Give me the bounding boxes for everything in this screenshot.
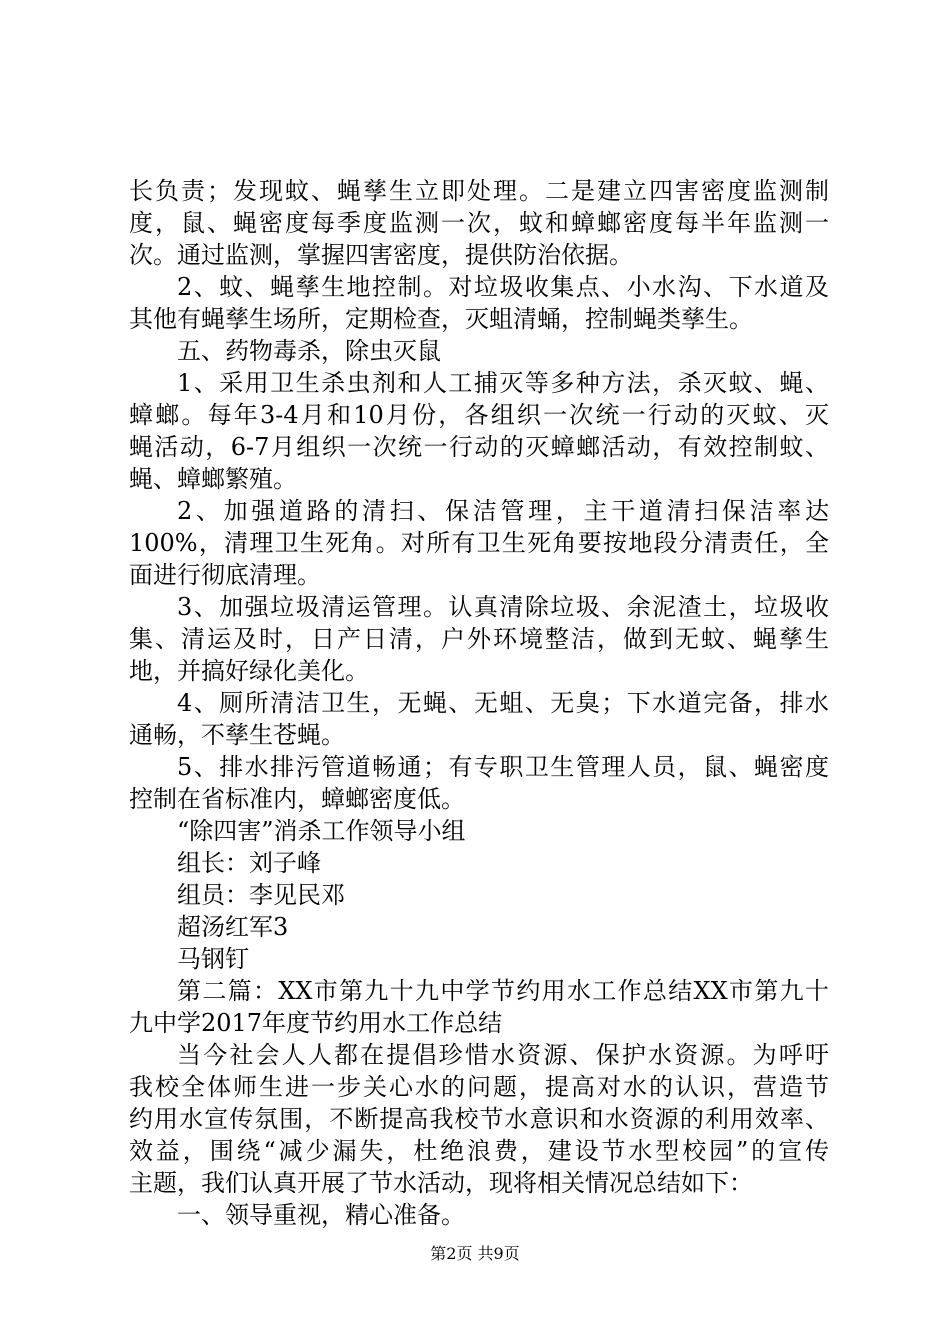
text-line: 控制在省标准内，蟑螂密度低。	[129, 785, 465, 813]
text-line: 其他有蝇孳生场所，定期检查，灭蛆清蛹，控制蝇类孳生。	[129, 305, 753, 333]
text-line: 通畅，不孳生苍蝇。	[129, 721, 345, 749]
text-line: 3、加强垃圾清运管理。认真清除垃圾、余泥渣土，垃圾收	[177, 593, 829, 621]
text-line: 主题，我们认真开展了节水活动，现将相关情况总结如下：	[129, 1169, 753, 1197]
text-line: 面进行彻底清理。	[129, 561, 321, 589]
text-line: 蝇、蟑螂繁殖。	[129, 465, 297, 493]
text-line: 地，并搞好绿化美化。	[129, 657, 369, 685]
text-line: 约用水宣传氛围，不断提高我校节水意识和水资源的利用效率、	[129, 1105, 829, 1133]
text-line: 效益，围绕“减少漏失，杜绝浪费，建设节水型校园”的宣传	[129, 1137, 829, 1165]
group-members: 组员：李见民邓	[177, 881, 345, 909]
text-line: 度，鼠、蝇密度每季度监测一次，蚊和蟑螂密度每半年监测一	[129, 209, 829, 237]
text-line: 100%，清理卫生死角。对所有卫生死角要按地段分清责任，全	[129, 529, 829, 557]
text-line: 我校全体师生进一步关心水的问题，提高对水的认识，营造节	[129, 1073, 829, 1101]
text-line: 2、加强道路的清扫、保洁管理，主干道清扫保洁率达	[177, 497, 829, 525]
text-line: 蝇活动，6-7月组织一次统一行动的灭蟑螂活动，有效控制蚊、	[129, 433, 829, 461]
group-members: 超汤红军3	[177, 913, 289, 941]
group-title: “除四害”消杀工作领导小组	[177, 817, 466, 845]
body-text	[129, 175, 829, 1231]
text-line: 长负责；发现蚊、蝇孳生立即处理。二是建立四害密度监测制	[129, 177, 829, 205]
chapter-title: 九中学2017年度节约用水工作总结	[129, 1009, 503, 1037]
chapter-title: 第二篇：XX市第九十九中学节约用水工作总结XX市第九十	[177, 977, 829, 1005]
text-line: 2、蚊、蝇孳生地控制。对垃圾收集点、小水沟、下水道及	[177, 273, 829, 301]
section-heading: 一、领导重视，精心准备。	[177, 1201, 465, 1229]
section-heading: 五、药物毒杀，除虫灭鼠	[177, 337, 441, 365]
text-line: 蟑螂。每年3-4月和10月份，各组织一次统一行动的灭蚊、灭	[129, 401, 829, 429]
text-line: 4、厕所清洁卫生，无蝇、无蛆、无臭；下水道完备，排水	[177, 689, 829, 717]
group-members: 马钢钉	[177, 945, 249, 973]
text-line: 集、清运及时，日产日清，户外环境整洁，做到无蚊、蝇孳生	[129, 625, 829, 653]
text-line: 次。通过监测，掌握四害密度，提供防治依据。	[129, 241, 633, 269]
group-leader: 组长：刘子峰	[177, 849, 321, 877]
text-line: 1、采用卫生杀虫剂和人工捕灭等多种方法，杀灭蚊、蝇、	[177, 369, 829, 397]
text-line: 当今社会人人都在提倡珍惜水资源、保护水资源。为呼吁	[177, 1041, 829, 1069]
page-footer: 第2页 共9页	[430, 1244, 520, 1263]
text-line: 5、排水排污管道畅通；有专职卫生管理人员，鼠、蝇密度	[177, 753, 829, 781]
